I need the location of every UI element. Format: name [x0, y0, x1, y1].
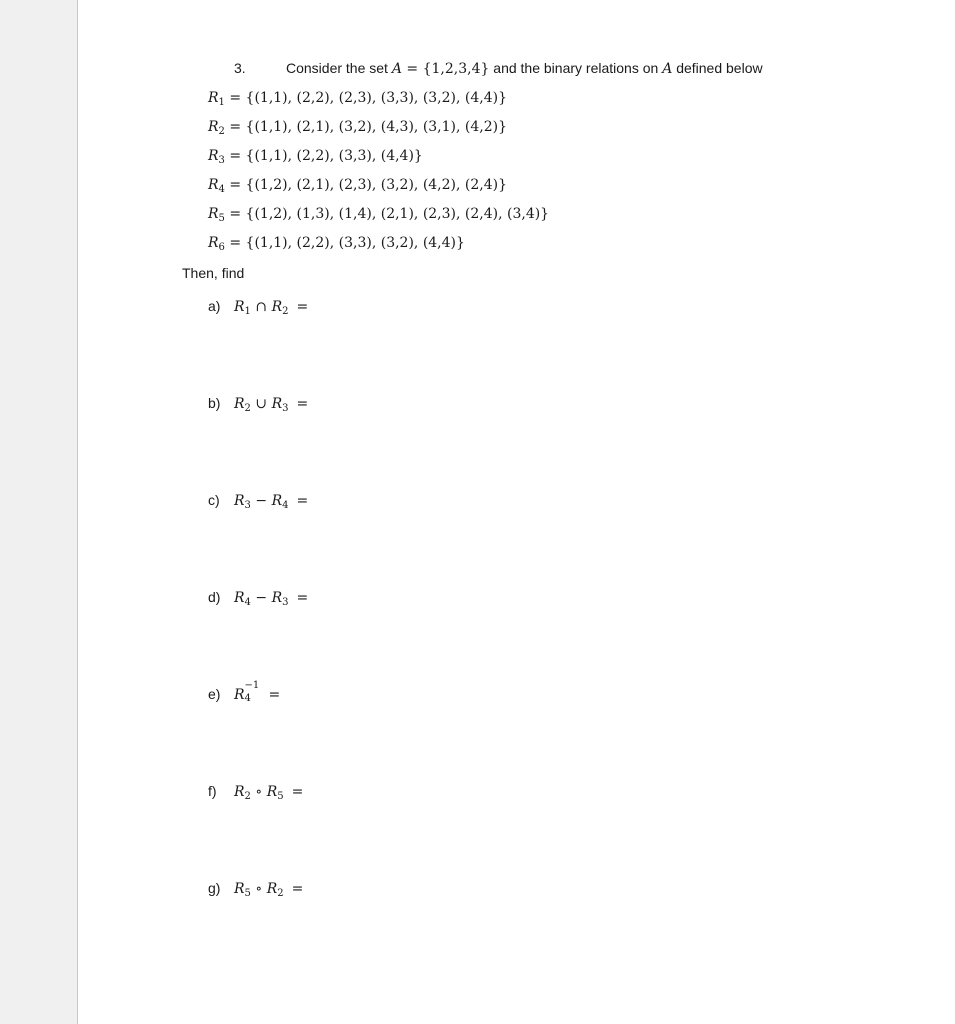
set-name-2: A	[662, 61, 673, 77]
relation-r3: $R_3 = \{(1,1)$, (2,2), (3,3), (4,4)}	[208, 148, 423, 166]
intro-suffix: defined below	[672, 60, 763, 76]
part-g: g) $R_5$ ∘ $R_2$ =	[208, 880, 304, 899]
relation-r5: $R_5 = \{(1,2)$, (1,3), (1,4), (2,1), (2,3), (2,4), (3,4)}	[208, 206, 550, 224]
part-e: e) R −1 4 =	[208, 679, 281, 704]
intro-prefix: Consider the set	[286, 60, 392, 76]
part-d: d) $R_4 - R_3$ =	[208, 589, 309, 608]
problem-statement	[286, 60, 763, 78]
document-page	[78, 0, 955, 1024]
part-f: f) $R_2$ ∘ $R_5$ =	[208, 783, 304, 802]
relation-r4: $R_4 = \{(1,2)$, (2,1), (2,3), (3,2), (4,2), (2,4)}	[208, 177, 507, 195]
left-margin	[0, 0, 78, 1024]
then-find-text: Then, find	[182, 265, 245, 281]
intro-middle: and the binary relations on	[489, 60, 663, 76]
set-value: = {1,2,3,4}	[401, 61, 490, 77]
set-name: A	[391, 61, 402, 77]
part-b: b) $R_2$ ∪ $R_3$ =	[208, 395, 309, 414]
part-a: a) $R_1$ ∩ $R_2$ =	[208, 298, 309, 317]
part-c: c) $R_3 - R_4$ =	[208, 492, 309, 511]
relation-r2: $R_2 = \{(1,1)$, (2,1), (3,2), (4,3), (3,1), (4,2)}	[208, 119, 507, 137]
relation-r6: $R_6 = \{(1,1)$, (2,2), (3,3), (3,2), (4,4)}	[208, 235, 465, 253]
problem-number: 3.	[234, 60, 246, 76]
relation-r1: $R_1 = \{(1,1)$, (2,2), (2,3), (3,3), (3,2), (4,4)}	[208, 90, 507, 108]
